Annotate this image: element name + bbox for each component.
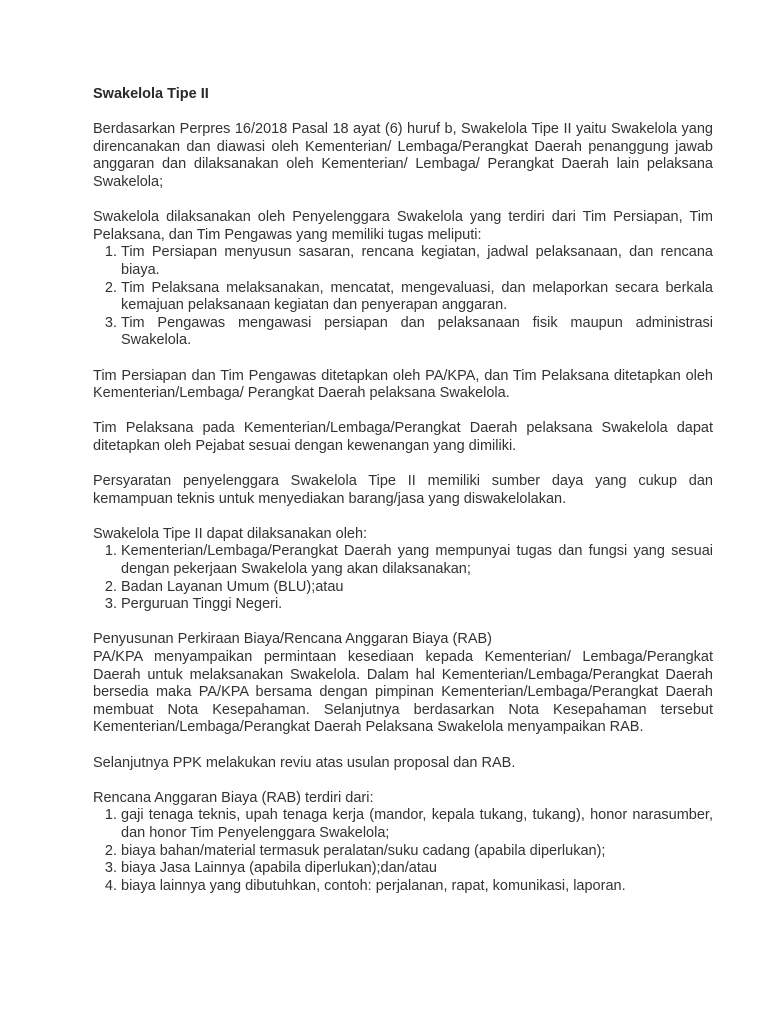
list-item: 2. Tim Pelaksana melaksanakan, mencatat, mengevaluasi, dan melaporkan secara berkala kemajuan pelaksanaan kegiatan dan penyerapan anggaran. xyxy=(121,280,713,315)
list-item: 3. Tim Pengawas mengawasi persiapan dan pelaksanaan fisik maupun administrasi Swakelola. xyxy=(121,315,713,350)
section-heading-rab: Penyusunan Perkiraan Biaya/Rencana Anggaran Biaya (RAB) xyxy=(93,631,492,648)
paragraph-intro: Berdasarkan Perpres 16/2018 Pasal 18 ayat (6) huruf b, Swakelola Tipe II yaitu Swakelola yang direncanakan dan diawasi oleh Kementerian/ Lembaga/Perangkat Daerah penanggung jawab anggaran dan dilaksanakan oleh Kementerian/ Lembaga/ Perangkat Daerah lain pelaksana Swakelola; xyxy=(93,121,713,190)
list-item: 3. Perguruan Tinggi Negeri. xyxy=(121,596,713,614)
document-title: Swakelola Tipe II xyxy=(93,86,209,102)
list-item: 2. Badan Layanan Umum (BLU);atau xyxy=(121,579,713,597)
paragraph-persyaratan: Persyaratan penyelenggara Swakelola Tipe II memiliki sumber daya yang cukup dan kemampuan teknis untuk menyediakan barang/jasa yang diswakelolakan. xyxy=(93,473,713,507)
paragraph-penyelenggara: Swakelola dilaksanakan oleh Penyelenggara Swakelola yang terdiri dari Tim Persiapan, Tim Pelaksana, dan Tim Pengawas yang memiliki tugas meliputi: xyxy=(93,209,713,243)
list-item: 1. Tim Persiapan menyusun sasaran, rencana kegiatan, jadwal pelaksanaan, dan rencana biaya. xyxy=(121,244,713,279)
paragraph-rab: PA/KPA menyampaikan permintaan kesediaan kepada Kementerian/ Lembaga/Perangkat Daerah untuk melaksanakan Swakelola. Dalam hal Kementerian/Lembaga/Perangkat Daerah bersedia maka PA/KPA bersama dengan pimpinan Kementerian/Lembaga/Perangkat Daerah membuat Nota Kesepahaman. Selanjutnya berdasarkan Nota Kesepahaman tersebut Kementerian/Lembaga/Perangkat Daerah Pelaksana Swakelola menyampaikan RAB. xyxy=(93,649,713,736)
document-page xyxy=(93,86,713,913)
list-pelaksana xyxy=(93,543,713,613)
list-item: 2. biaya bahan/material termasuk peralatan/suku cadang (apabila diperlukan); xyxy=(121,843,713,861)
list-tugas-tim xyxy=(93,244,713,350)
list-item: 3. biaya Jasa Lainnya (apabila diperlukan);dan/atau xyxy=(121,860,713,878)
paragraph-penetapan-tim: Tim Persiapan dan Tim Pengawas ditetapkan oleh PA/KPA, dan Tim Pelaksana ditetapkan oleh Kementerian/Lembaga/ Perangkat Daerah pelaksana Swakelola. xyxy=(93,367,713,402)
paragraph-tim-pelaksana: Tim Pelaksana pada Kementerian/Lembaga/Perangkat Daerah pelaksana Swakelola dapat ditetapkan oleh Pejabat sesuai dengan kewenangan yang dimiliki. xyxy=(93,420,713,454)
list-komponen-rab xyxy=(93,807,713,895)
paragraph-dapat-dilaksanakan: Swakelola Tipe II dapat dilaksanakan oleh: xyxy=(93,525,368,542)
paragraph-rab-terdiri: Rencana Anggaran Biaya (RAB) terdiri dari: xyxy=(93,789,374,806)
list-item: 4. biaya lainnya yang dibutuhkan, contoh: perjalanan, rapat, komunikasi, laporan. xyxy=(121,878,713,896)
list-item: 1. Kementerian/Lembaga/Perangkat Daerah yang mempunyai tugas dan fungsi yang sesuai dengan pekerjaan Swakelola yang akan dilaksanakan; xyxy=(121,543,713,578)
paragraph-reviu: Selanjutnya PPK melakukan reviu atas usulan proposal dan RAB. xyxy=(93,754,516,771)
list-item: 1. gaji tenaga teknis, upah tenaga kerja (mandor, kepala tukang, tukang), honor narasumber, dan honor Tim Penyelenggara Swakelola; xyxy=(121,807,713,842)
